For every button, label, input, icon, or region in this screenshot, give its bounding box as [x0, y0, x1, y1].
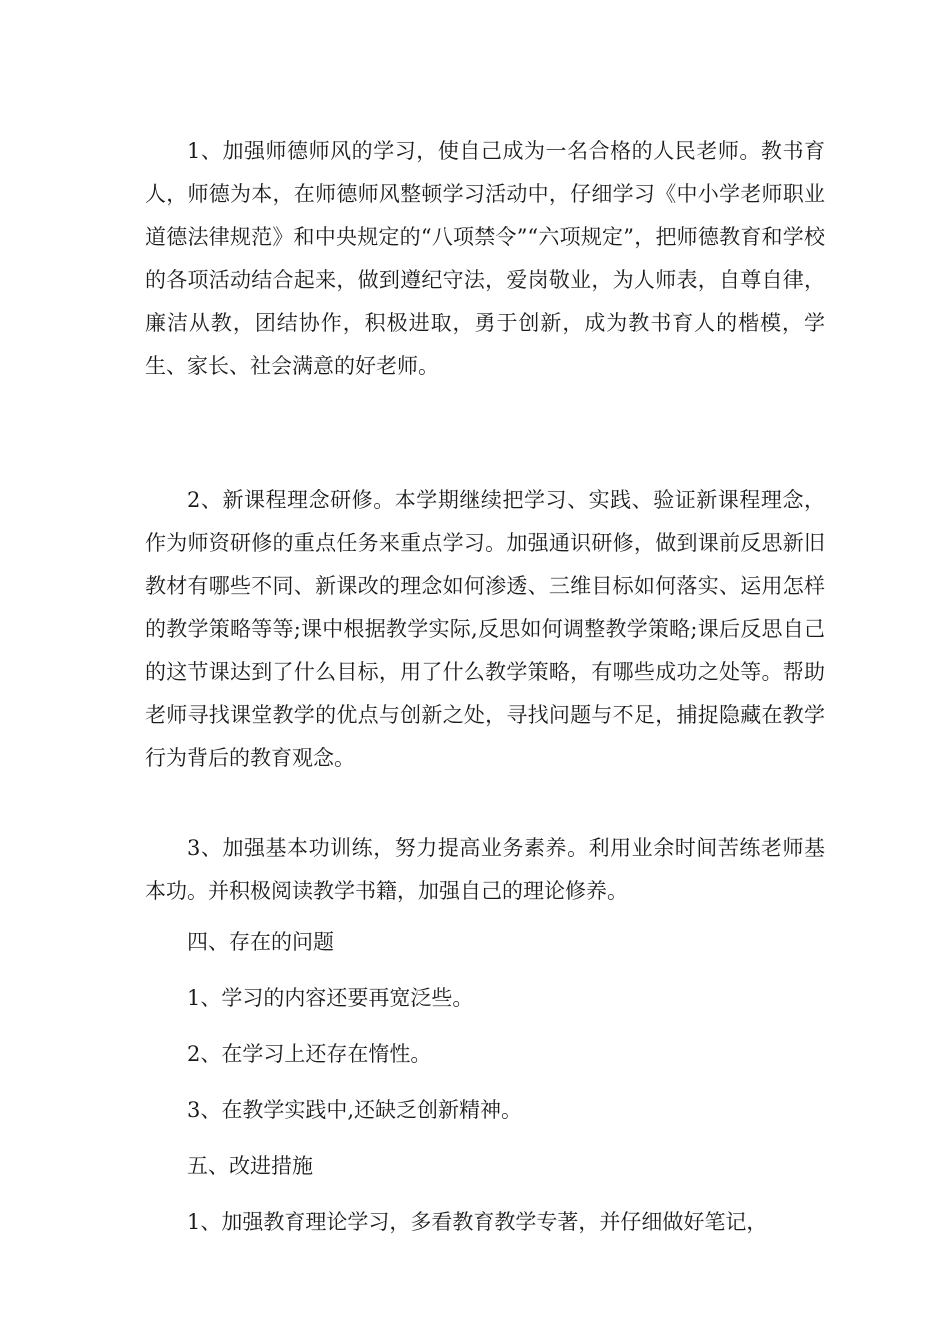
paragraph-teacher-ethics: 1、加强师德师风的学习，使自己成为一名合格的人民老师。教书育人，师德为本，在师德师风整顿学习活动中，仔细学习《中小学老师职业道德法律规范》和中央规定的“八项禁令”“六项规定”，把师德教育和学校的各项活动结合起来，做到遵纪守法，爱岗敬业，为人师表，自尊自律，廉洁从教，团结协作，积极进取，勇于创新，成为教书育人的楷模，学生、家长、社会满意的好老师。	[145, 139, 825, 378]
section-heading-improvements: 五、改进措施	[187, 1154, 313, 1178]
section-heading-problems: 四、存在的问题	[187, 930, 334, 954]
paragraph-new-curriculum: 2、新课程理念研修。本学期继续把学习、实践、验证新课程理念，作为师资研修的重点任务来重点学习。加强通识研修，做到课前反思新旧教材有哪些不同、新课改的理念如何渗透、三维目标如何落实、运用怎样的教学策略等等;课中根据教学实际,反思如何调整教学策略;课后反思自己的这节课达到了什么目标，用了什么教学策略，有哪些成功之处等。帮助老师寻找课堂教学的优点与创新之处，寻找问题与不足，捕捉隐藏在教学行为背后的教育观念。	[145, 488, 825, 770]
problem-item: 1、学习的内容还要再宽泛些。	[187, 986, 474, 1010]
paragraph-basic-skills: 3、加强基本功训练，努力提高业务素养。利用业余时间苦练老师基本功。并积极阅读教学书籍，加强自己的理论修养。	[145, 836, 825, 903]
problem-item: 2、在学习上还存在惰性。	[187, 1042, 432, 1066]
improvement-item: 1、加强教育理论学习，多看教育教学专著，并仔细做好笔记，	[187, 1210, 768, 1234]
problem-item: 3、在教学实践中,还缺乏创新精神。	[187, 1098, 523, 1122]
